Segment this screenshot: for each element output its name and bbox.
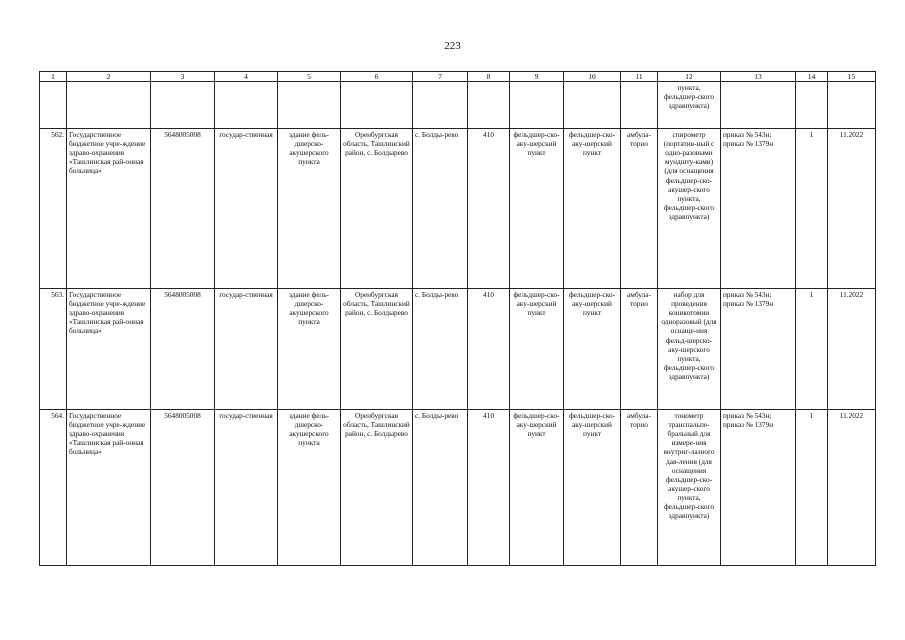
quantity-cell: 1	[796, 289, 828, 410]
date-cell: 11.2022	[828, 129, 876, 289]
column-header: 5	[278, 72, 341, 82]
unit-cell: фельдшер-ско-аку-шерский пункт	[510, 129, 564, 289]
table-row	[40, 129, 876, 289]
column-header: 1	[40, 72, 67, 82]
locality-cell: с. Болды-рево	[413, 289, 468, 410]
date-cell: 11.2022	[828, 410, 876, 566]
organization-cell: Государственное бюджетное учре-ждение здраво-охранения «Ташлинская рай-онная больница»	[67, 129, 151, 289]
column-header: 6	[341, 72, 413, 82]
unit-cell-2: фельдшер-ско-аку-шерский пункт	[564, 129, 621, 289]
care-type-cell: амбула-торно	[621, 129, 658, 289]
address-cell: Оренбургская область, Ташлинский район, с. Болдырево	[341, 410, 413, 566]
column-header: 7	[413, 72, 468, 82]
quantity-cell: 1	[796, 129, 828, 289]
locality-cell: с. Болды-рево	[413, 129, 468, 289]
row-number: 562.	[40, 129, 67, 289]
locality-cell: с. Болды-рево	[413, 410, 468, 566]
unit-cell: фельдшер-ско-аку-шерский пункт	[510, 410, 564, 566]
code-cell: 410	[468, 289, 510, 410]
column-header: 13	[721, 72, 796, 82]
column-header: 4	[215, 72, 278, 82]
equipment-cell: тонометр транспальпе-бральный для измере-ния внутриг-лазного дав-ления (для оснащения фельдшер-ско-акушер-ского пункта, фельдшер-ского здравпункта)	[658, 410, 721, 566]
building-cell: здание фель-дшерско-акушерского пункта	[278, 410, 341, 566]
column-header: 8	[468, 72, 510, 82]
equipment-cell: спирометр (портатив-ный с одно-разовыми мундшту-ками) (для оснащения фельдшер-ско-акушер-ского пункта, фельдшер-ского здравпункта)	[658, 129, 721, 289]
row-number: 563.	[40, 289, 67, 410]
table-row	[40, 289, 876, 410]
organization-cell: Государственное бюджетное учре-ждение здраво-охранения «Ташлинская рай-онная больница»	[67, 289, 151, 410]
column-header: 2	[67, 72, 151, 82]
order-cell: приказ № 543н; приказ № 1379н	[721, 410, 796, 566]
unit-cell: фельдшер-ско-аку-шерский пункт	[510, 289, 564, 410]
unit-cell-2: фельдшер-ско-аку-шерский пункт	[564, 289, 621, 410]
row-number: 564.	[40, 410, 67, 566]
organization-cell: Государственное бюджетное учре-ждение здраво-охранения «Ташлинская рай-онная больница»	[67, 410, 151, 566]
column-header: 14	[796, 72, 828, 82]
column-header: 11	[621, 72, 658, 82]
ogrn-cell: 5648005008	[151, 129, 215, 289]
ownership-cell: государ-ственная	[215, 129, 278, 289]
building-cell: здание фель-дшерско-акушерского пункта	[278, 289, 341, 410]
ogrn-cell: 5648005008	[151, 410, 215, 566]
ownership-cell: государ-ственная	[215, 289, 278, 410]
order-cell: приказ № 543н; приказ № 1379н	[721, 289, 796, 410]
address-cell: Оренбургская область, Ташлинский район, с. Болдырево	[341, 129, 413, 289]
table-row	[40, 410, 876, 566]
ownership-cell: государ-ственная	[215, 410, 278, 566]
code-cell: 410	[468, 410, 510, 566]
date-cell: 11.2022	[828, 289, 876, 410]
page-number: 223	[444, 40, 461, 52]
care-type-cell: амбула-торно	[621, 410, 658, 566]
equipment-cell: набор для проведения коникотомии одноразовый (для оснаще-ния фельд-шерско-аку-шерского пункта, фельдшер-ского здравпункта)	[658, 289, 721, 410]
care-type-cell: амбула-торно	[621, 289, 658, 410]
quantity-cell: 1	[796, 410, 828, 566]
address-cell: Оренбургская область, Ташлинский район, с. Болдырево	[341, 289, 413, 410]
column-header: 3	[151, 72, 215, 82]
order-cell: приказ № 543н; приказ № 1379н	[721, 129, 796, 289]
column-header: 10	[564, 72, 621, 82]
column-header: 15	[828, 72, 876, 82]
column-number-header	[40, 72, 876, 82]
building-cell: здание фель-дшерско-акушерского пункта	[278, 129, 341, 289]
equipment-cell: пункта, фельдшер-ского здравпункта)	[658, 82, 721, 129]
registry-table	[39, 71, 876, 566]
unit-cell-2: фельдшер-ско-аку-шерский пункт	[564, 410, 621, 566]
column-header: 12	[658, 72, 721, 82]
ogrn-cell: 5648005008	[151, 289, 215, 410]
continuation-row	[40, 82, 876, 129]
column-header: 9	[510, 72, 564, 82]
code-cell: 410	[468, 129, 510, 289]
